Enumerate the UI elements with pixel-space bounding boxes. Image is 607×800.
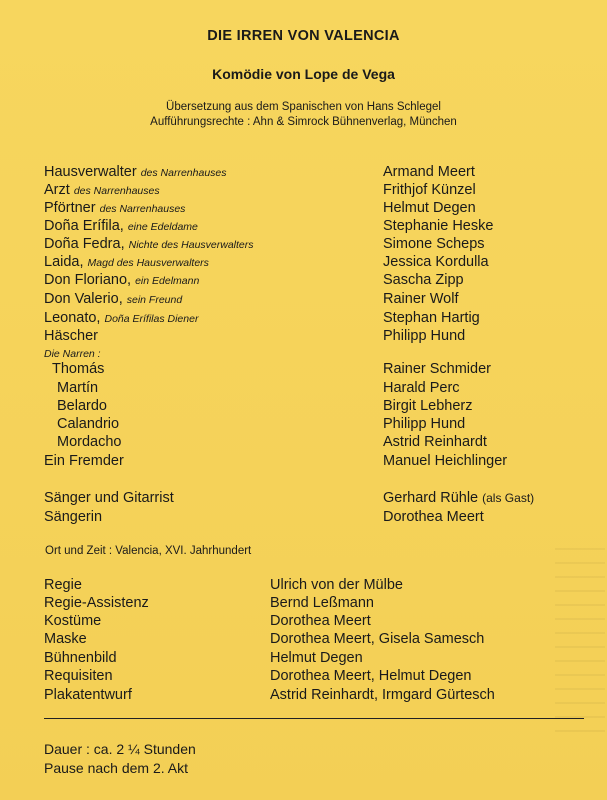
duration: Dauer : ca. 2 ¼ Stunden bbox=[44, 741, 196, 757]
crew-name: Ulrich von der Mülbe bbox=[270, 577, 403, 593]
cast-actor: Gerhard Rühle (als Gast) bbox=[383, 490, 535, 506]
cast-role: Don Floriano, ein Edelmann bbox=[44, 272, 200, 288]
cast-actor: Birgit Lebherz bbox=[383, 398, 473, 414]
cast-role: Mordacho bbox=[57, 434, 122, 450]
crew-name: Dorothea Meert bbox=[270, 613, 371, 629]
cast-role: Martín bbox=[57, 380, 99, 396]
crew-role: Kostüme bbox=[44, 613, 102, 629]
cast-actor: Jessica Kordulla bbox=[383, 254, 489, 270]
cast-role: Don Valerio, sein Freund bbox=[44, 291, 183, 307]
crew-name: Dorothea Meert, Gisela Samesch bbox=[270, 631, 485, 647]
cast-role: Doña Fedra, Nichte des Hausverwalters bbox=[44, 236, 254, 252]
cast-actor: Harald Perc bbox=[383, 380, 460, 396]
narren-label: Die Narren : bbox=[44, 348, 101, 360]
place-and-time: Ort und Zeit : Valencia, XVI. Jahrhundert bbox=[45, 545, 252, 557]
crew-name: Bernd Leßmann bbox=[270, 595, 374, 611]
rights-credit: Aufführungsrechte : Ahn & Simrock Bühnenverlag, München bbox=[150, 116, 457, 128]
cast-actor: Stephan Hartig bbox=[383, 310, 480, 326]
cast-role: Calandrio bbox=[57, 416, 120, 432]
play-subtitle: Komödie von Lope de Vega bbox=[212, 66, 395, 82]
cast-actor: Rainer Schmider bbox=[383, 361, 491, 377]
cast-actor: Astrid Reinhardt bbox=[383, 434, 487, 450]
divider-line bbox=[44, 718, 584, 719]
cast-role: Sängerin bbox=[44, 509, 103, 525]
crew-role: Plakatentwurf bbox=[44, 687, 132, 703]
crew-name: Astrid Reinhardt, Irmgard Gürtesch bbox=[270, 687, 495, 703]
cast-role: Arzt des Narrenhauses bbox=[44, 182, 160, 198]
cast-role: Thomás bbox=[52, 361, 105, 377]
cast-role: Doña Erífila, eine Edeldame bbox=[44, 218, 198, 234]
cast-role: Pförtner des Narrenhauses bbox=[44, 200, 186, 216]
cast-role: Laida, Magd des Hausverwalters bbox=[44, 254, 209, 270]
guest-note: (als Gast) bbox=[482, 491, 535, 505]
cast-actor: Simone Scheps bbox=[383, 236, 485, 252]
cast-role: Sänger und Gitarrist bbox=[44, 490, 174, 506]
cast-role: Häscher bbox=[44, 328, 98, 344]
cast-actor: Manuel Heichlinger bbox=[383, 453, 508, 469]
cast-role: Belardo bbox=[57, 398, 107, 414]
cast-actor: Frithjof Künzel bbox=[383, 182, 476, 198]
cast-actor: Stephanie Heske bbox=[383, 218, 494, 234]
crew-role: Bühnenbild bbox=[44, 650, 117, 666]
cast-actor: Armand Meert bbox=[383, 164, 475, 180]
cast-actor: Philipp Hund bbox=[383, 328, 466, 344]
cast-role: Leonato, Doña Erífilas Diener bbox=[44, 310, 199, 326]
crew-role: Regie bbox=[44, 577, 82, 593]
crew-name: Helmut Degen bbox=[270, 650, 363, 666]
show-through-text bbox=[555, 548, 605, 738]
intermission: Pause nach dem 2. Akt bbox=[44, 760, 188, 776]
cast-actor: Philipp Hund bbox=[383, 416, 466, 432]
crew-role: Requisiten bbox=[44, 668, 113, 684]
crew-role: Regie-Assistenz bbox=[44, 595, 149, 611]
crew-role: Maske bbox=[44, 631, 87, 647]
cast-actor: Dorothea Meert bbox=[383, 509, 484, 525]
cast-actor: Helmut Degen bbox=[383, 200, 476, 216]
cast-role: Ein Fremder bbox=[44, 453, 124, 469]
translation-credit: Übersetzung aus dem Spanischen von Hans Schlegel bbox=[166, 101, 441, 113]
cast-actor: Sascha Zipp bbox=[383, 272, 464, 288]
crew-name: Dorothea Meert, Helmut Degen bbox=[270, 668, 472, 684]
cast-actor: Rainer Wolf bbox=[383, 291, 459, 307]
play-title: DIE IRREN VON VALENCIA bbox=[207, 28, 400, 44]
cast-role: Hausverwalter des Narrenhauses bbox=[44, 164, 227, 180]
